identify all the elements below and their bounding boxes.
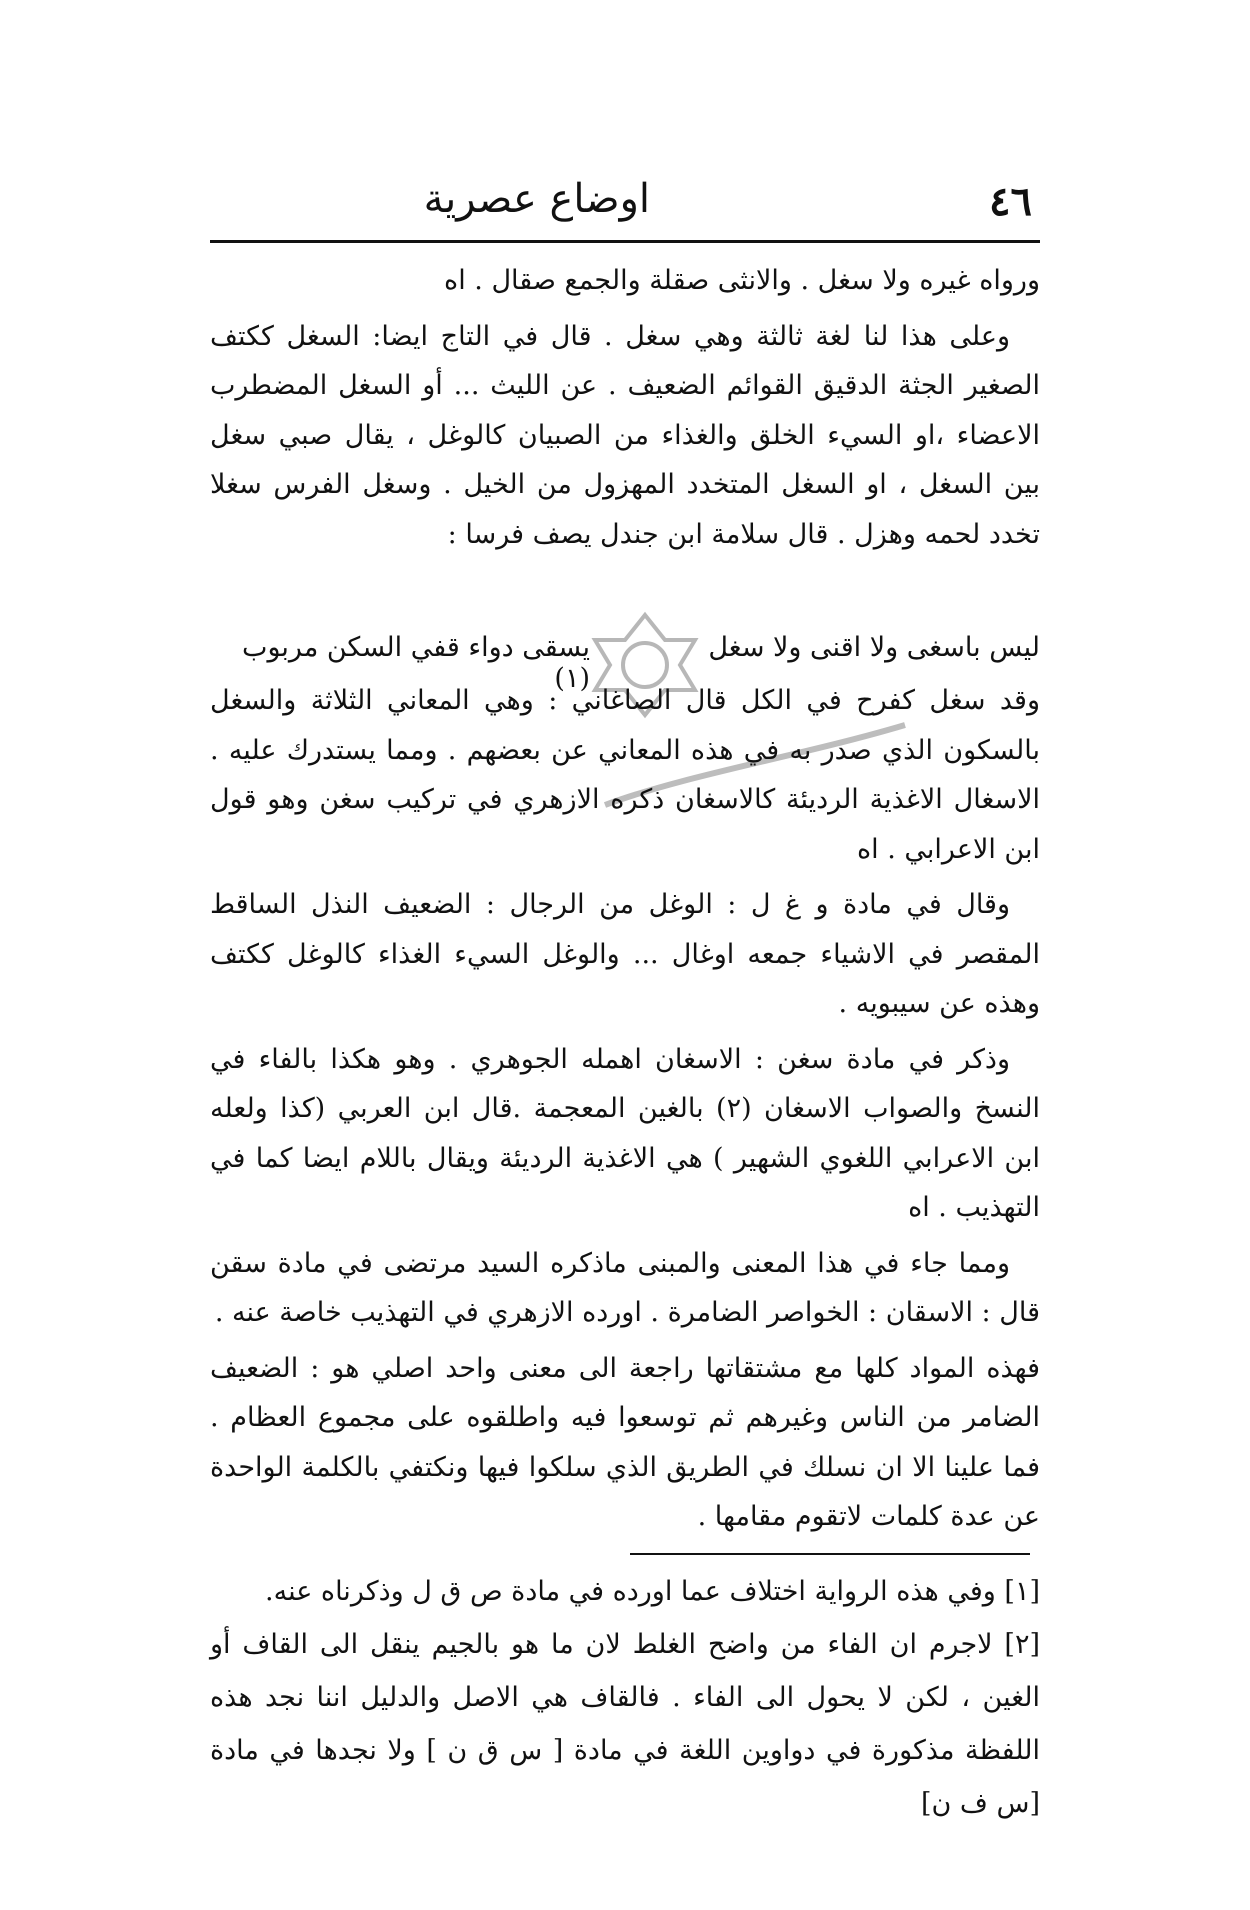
header-rule — [210, 240, 1040, 243]
page-header — [210, 170, 1040, 240]
footnotes — [210, 1565, 1040, 1830]
verse-hemistich: يسقى دواء قفي السكن مربوب (١) — [242, 632, 590, 694]
paragraph: وذكر في مادة سغن : الاسغان اهمله الجوهري . وهو هكذا بالفاء في النسخ والصواب الاسغان (٢) بالغين المعجمة .قال ابن العربي (كذا ولعله ابن الاعرابي اللغوي الشهير ) هي الاغذية الرديئة ويقال باللام ايضا كما في التهذيب . اه — [210, 1043, 1040, 1223]
poetry-verse — [210, 632, 1040, 694]
page-number: ٤٦ — [989, 178, 1032, 225]
paragraph: وعلى هذا لنا لغة ثالثة وهي سغل . قال في التاج ايضا: السغل ككتف الصغير الجثة الدقيق القوائم الضعيف . عن الليث ... أو السغل المضطرب الاعضاء ،او السيء الخلق والغذاء من الصبيان كالوغل ، يقال صبي سغل بين السغل ، او السغل المتخدد المهزول من الخيل . وسغل الفرس سغلا تخدد لحمه وهزل . قال سلامة ابن جندل يصف فرسا : — [210, 320, 1040, 550]
paragraph: وقال في مادة و غ ل : الوغل من الرجال : الضعيف النذل الساقط المقصر في الاشياء جمعه اوغال ... والوغل السيء الغذاء كالوغل ككتف وهذه عن سيبويه . — [210, 889, 1040, 1019]
footnote: [٢] لاجرم ان الفاء من واضح الغلط لان ما هو بالجيم ينقل الى القاف أو الغين ، لكن لا يحول الى الفاء . فالقاف هي الاصل والدليل اننا نجد هذه اللفظة مذكورة في دواوين اللغة في مادة [ س ق ن ] ولا نجدها في مادة [س ف ن] — [210, 1629, 1040, 1819]
paragraph: وقد سغل كفرح في الكل قال الصاغاني : وهي المعاني الثلاثة والسغل بالسكون الذي صدر به في هذه المعاني عن بعضهم . ومما يستدرك عليه . الاسغال الاغذية الرديئة كالاسغان ذكره الازهري في تركيب سغن وهو قول ابن الاعرابي . اه — [210, 685, 1040, 865]
paragraph: فهذه المواد كلها مع مشتقاتها راجعة الى معنى واحد اصلي هو : الضعيف الضامر من الناس وغيرهم ثم توسعوا فيه واطلقوه على مجموع العظام . فما علينا الا ان نسلك في الطريق الذي سلكوا فيها ونكتفي بالكلمة الواحدة عن عدة كلمات لاتقوم مقامها . — [210, 1352, 1040, 1532]
verse-hemistich: ليس باسغى ولا اقنى ولا سغل — [708, 632, 1040, 663]
footnote-rule — [630, 1553, 1030, 1555]
footnote: [١] وفي هذه الرواية اختلاف عما اورده في مادة ص ق ل وذكرناه عنه. — [265, 1576, 1040, 1607]
main-text — [210, 256, 1040, 565]
main-text-continued — [210, 676, 1040, 1548]
running-title: اوضاع عصرية — [423, 176, 650, 222]
paragraph: ورواه غيره ولا سغل . والانثى صقلة والجمع صقال . اه — [444, 265, 1040, 296]
paragraph: ومما جاء في هذا المعنى والمبنى ماذكره السيد مرتضى في مادة سقن قال : الاسقان : الخواصر الضامرة . اورده الازهري في التهذيب خاصة عنه . — [210, 1247, 1040, 1328]
